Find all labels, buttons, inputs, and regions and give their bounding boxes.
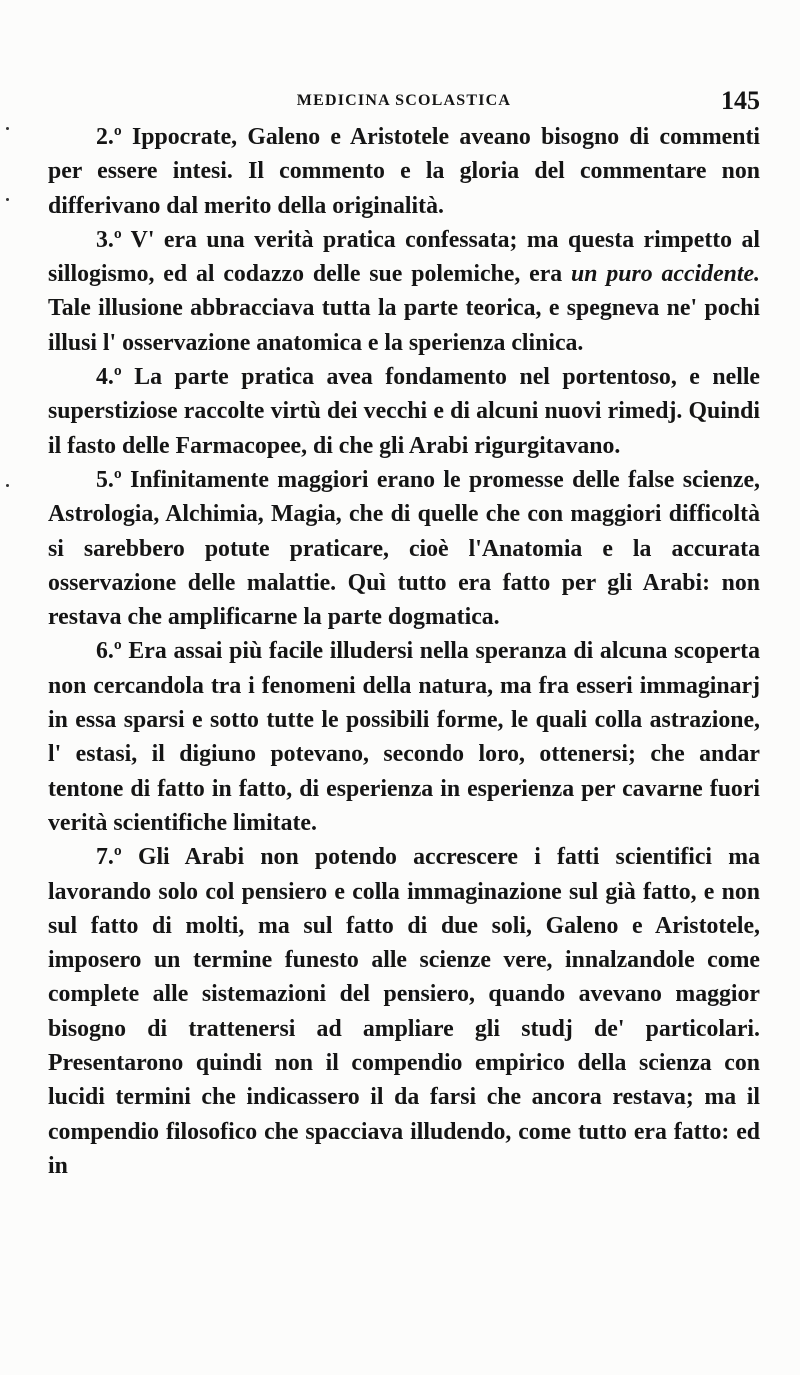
page-header — [48, 86, 760, 122]
paragraph-5: 5.º Infinitamente maggiori erano le promesse delle false scienze, Astrologia, Alchimia, Magia, che di quelle che con maggiori difficoltà si sarebbero potute praticare, cioè l'Anatomia e la accurata osservazione delle malattie. Quì tutto era fatto per gli Arabi: non restava che amplificarne la parte dogmatica. — [48, 466, 760, 631]
paragraph-3 — [48, 223, 760, 360]
paragraph-3-italic: un puro accidente. — [571, 261, 760, 288]
edge-speck — [6, 484, 9, 487]
page-number: 145 — [721, 86, 760, 115]
paragraph-6: 6.º Era assai più facile illudersi nella speranza di alcuna scoperta non cercandola tra i fenomeni della natura, ma fra esseri immaginarj in essa sparsi e sotto tutte le possibili forme, le quali colla astrazione, l' estasi, il digiuno potevano, secondo loro, ottenersi; che andar tentone di fatto in fatto, di esperienza in esperienza per cavarne fuori verità scientifiche limitate. — [48, 638, 760, 836]
paragraph-3-start: 3.º V' era una verità pratica confessata; ma questa rimpetto al sillogismo, ed al codazzo delle sue polemiche, era — [48, 226, 760, 288]
edge-speck — [6, 198, 9, 201]
edge-speck — [6, 127, 9, 130]
paragraph-2: 2.º Ippocrate, Galeno e Aristotele aveano bisogno di commenti per essere intesi. Il commento e la gloria del commentare non differivano dal merito della originalità. — [48, 124, 760, 219]
body-text — [48, 120, 760, 1183]
paragraph-3-end: Tale illusione abbracciava tutta la parte teorica, e spegneva ne' pochi illusi l' osservazione anatomica e la sperienza clinica. — [48, 295, 760, 356]
paragraph-4: 4.º La parte pratica avea fondamento nel portentoso, e nelle superstiziose raccolte virtù dei vecchi e di alcuni nuovi rimedj. Quindi il fasto delle Farmacopee, di che gli Arabi rigurgitavano. — [48, 364, 760, 459]
running-title: MEDICINA SCOLASTICA — [296, 92, 512, 109]
paragraph-7: 7.º Gli Arabi non potendo accrescere i fatti scientifici ma lavorando solo col pensiero e colla immaginazione sul già fatto, e non sul fatto di molti, ma sul fatto di due soli, Galeno e Aristotele, imposero un termine funesto alle scienze vere, innalzandole come complete alle sistemazioni del pensiero, quando avevano maggior bisogno di trattenersi ad ampliare gli studj de' particolari. Presentarono quindi non il compendio empirico della scienza con lucidi termini che indicassero il da farsi che ancora restava; ma il compendio filosofico che spacciava illudendo, come tutto era fatto: ed in — [48, 844, 760, 1179]
